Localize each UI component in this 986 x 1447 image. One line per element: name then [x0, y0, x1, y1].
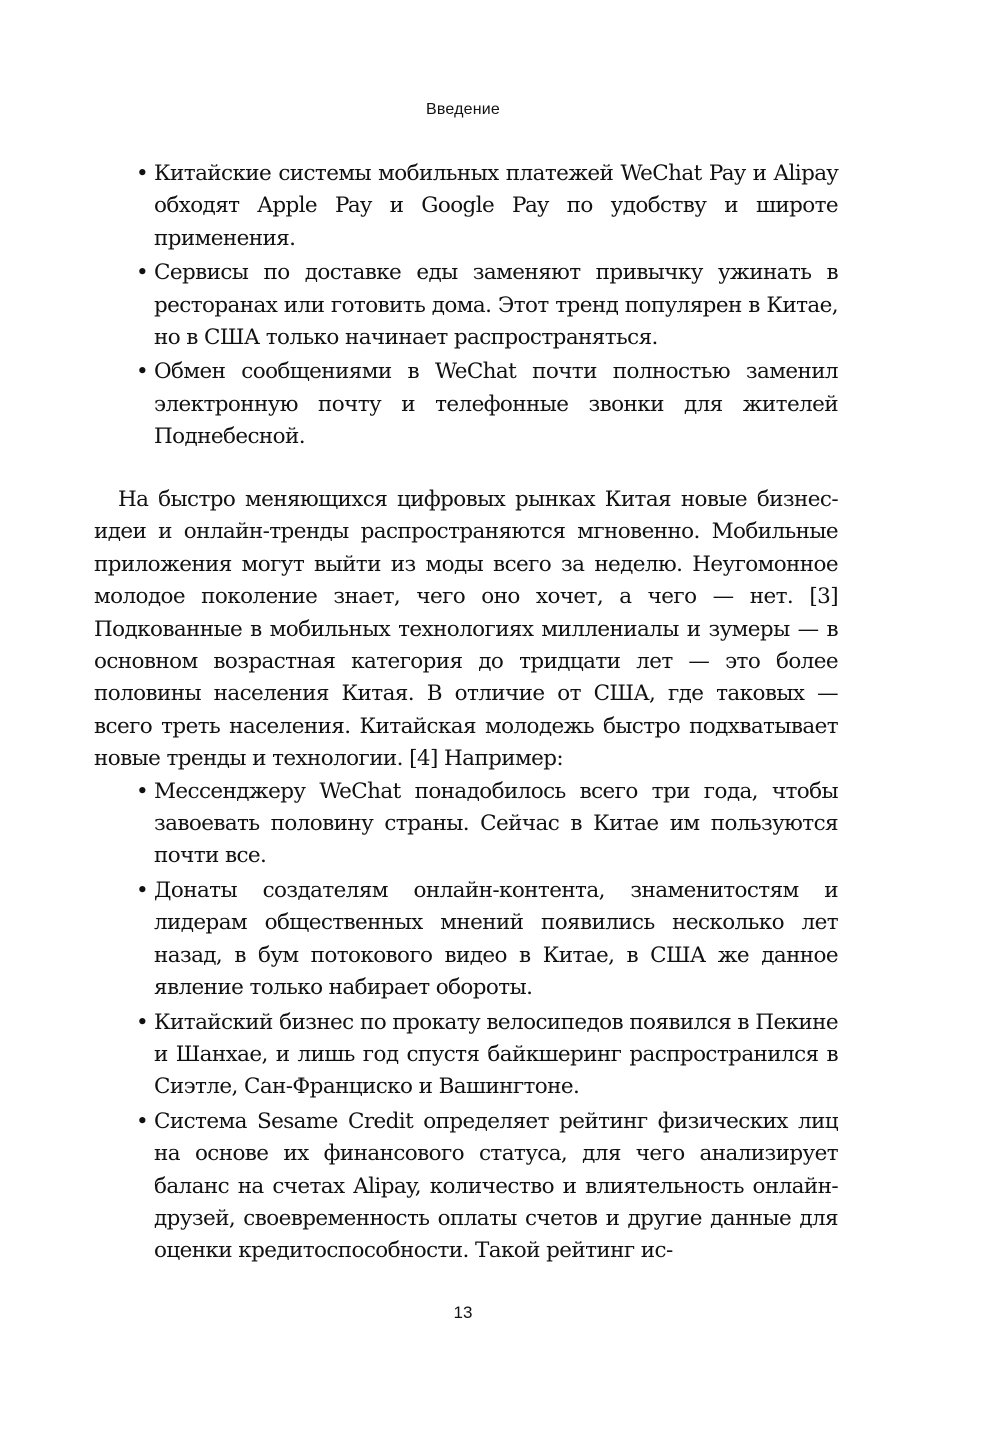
body-paragraph: На быстро меняющихся цифровых рынках Китая новые бизнес-идеи и онлайн-тренды распространяются мгновенно. Мобильные приложения могут выйти из моды всего за неделю. Неугомонное молодое поколение знает, чего оно хочет, а чего — нет. [3] Подкованные в мобильных технологиях миллениалы и зумеры — в основном возрастная категория до тридцати лет — это более половины населения Китая. В отличие от США, где таковых — всего треть населения. Китайская молодежь быстро подхватывает новые тренды и технологии. [4] Например:	[94, 487, 838, 772]
bullet-icon: •	[136, 1009, 149, 1035]
bullet-icon: •	[136, 260, 149, 286]
list-item-text: Мессенджеру WeChat понадобилось всего три года, чтобы завоевать половину страны. Сейчас в Китае им пользуются почти все.	[154, 778, 838, 869]
top-bullet-list-block	[94, 158, 838, 454]
list-item-text: Система Sesame Credit определяет рейтинг физических лиц на основе их финансового статуса, для чего анализирует баланс на счетах Alipay, количество и влиятельность онлайн-друзей, своевременность оплаты счетов и другие данные для оценки кредитоспособности. Такой рейтинг ис-	[154, 1108, 838, 1264]
list-item-text: Китайский бизнес по прокату велосипедов появился в Пекине и Шанхае, и лишь год спустя байкшеринг распространился в Сиэтле, Сан-Франциско и Вашингтоне.	[154, 1009, 838, 1100]
main-text-block	[94, 484, 838, 1268]
running-title: Введение	[425, 101, 501, 118]
bullet-icon: •	[136, 161, 149, 186]
list-item	[94, 776, 838, 873]
bullet-icon: •	[136, 359, 149, 385]
list-item-text: Китайские системы мобильных платежей WeChat Pay и Alipay обходят Apple Pay и Google Pay по удобству и широте применения.	[154, 161, 838, 251]
list-item	[94, 356, 838, 453]
list-item-text: Донаты создателям онлайн-контента, знаменитостям и лидерам общественных мнений появились несколько лет назад, в бум потокового видео в Китае, в США же данное явление только набирает обороты.	[154, 877, 838, 1001]
list-item-text: Обмен сообщениями в WeChat почти полностью заменил электронную почту и телефонные звонки для жителей Поднебесной.	[154, 359, 838, 450]
page-number: 13	[453, 1303, 473, 1322]
bullet-list	[94, 776, 838, 1268]
bullet-icon: •	[136, 1108, 149, 1134]
list-item	[94, 1007, 838, 1104]
list-item	[94, 257, 838, 354]
bullet-icon: •	[136, 778, 149, 804]
list-item-text: Сервисы по доставке еды заменяют привычку ужинать в ресторанах или готовить дома. Этот тренд популярен в Китае, но в США только начинает распространяться.	[154, 260, 838, 351]
list-item	[94, 158, 838, 255]
list-item	[94, 1106, 838, 1268]
bullet-list	[94, 158, 838, 454]
bullet-icon: •	[136, 877, 149, 903]
list-item	[94, 875, 838, 1005]
